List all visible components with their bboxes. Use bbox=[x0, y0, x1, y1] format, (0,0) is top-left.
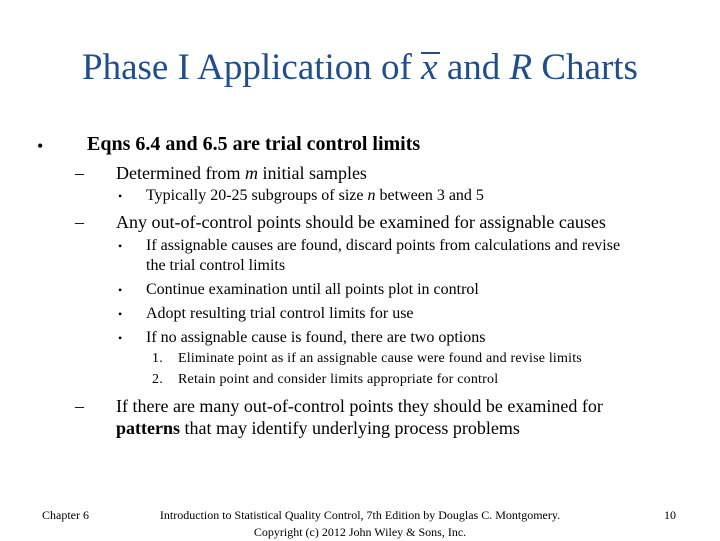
title-prefix: Phase I Application of bbox=[82, 47, 422, 88]
item-typically: Typically 20-25 subgroups of size n between 3 and 5 bbox=[146, 187, 484, 204]
sub-point-patterns-line2: patterns that may identify underlying process problems bbox=[116, 418, 520, 438]
footer-chapter: Chapter 6 bbox=[42, 508, 89, 522]
title-and: and bbox=[437, 47, 510, 88]
slide-title bbox=[0, 46, 720, 90]
item-discard-line1: If assignable causes are found, discard points from calculations and revise bbox=[146, 237, 621, 254]
dash-marker: – bbox=[75, 396, 84, 416]
item-adopt: Adopt resulting trial control limits for use bbox=[146, 305, 414, 322]
bullet-marker: • bbox=[37, 136, 44, 156]
bullet-marker: • bbox=[118, 331, 123, 345]
sub-point-patterns-line1: If there are many out-of-control points they should be examined for bbox=[116, 396, 603, 416]
bullet-marker: • bbox=[118, 283, 123, 297]
footer-citation-line1: Introduction to Statistical Quality Control, 7th Edition by Douglas C. Montgomery. bbox=[159, 508, 561, 522]
bullet-marker: • bbox=[118, 307, 123, 321]
footer-citation-line2: Copyright (c) 2012 John Wiley & Sons, Inc. bbox=[253, 525, 467, 539]
dash-marker: – bbox=[75, 163, 84, 183]
option-number: 1. bbox=[152, 351, 163, 366]
bullet-marker: • bbox=[118, 239, 123, 253]
patterns-keyword: patterns bbox=[116, 418, 180, 438]
item-discard-line2: the trial control limits bbox=[146, 257, 286, 274]
sub-point-examine: Any out-of-control points should be examined for assignable causes bbox=[116, 212, 606, 232]
option-retain: Retain point and consider limits appropriate for control bbox=[178, 372, 499, 387]
bullet-marker: • bbox=[118, 189, 123, 203]
title-suffix: Charts bbox=[532, 47, 638, 88]
item-continue: Continue examination until all points plot in control bbox=[146, 281, 479, 298]
item-no-cause: If no assignable cause is found, there are two options bbox=[146, 329, 486, 346]
title-xbar-symbol: x bbox=[421, 47, 438, 88]
option-number: 2. bbox=[152, 372, 163, 387]
dash-marker: – bbox=[75, 212, 84, 232]
page-number: 10 bbox=[664, 508, 676, 522]
main-point: Eqns 6.4 and 6.5 are trial control limits bbox=[87, 133, 421, 155]
footer-citation bbox=[130, 507, 590, 541]
title-r-symbol: R bbox=[509, 47, 533, 88]
sub-point-determined: Determined from m initial samples bbox=[116, 163, 367, 183]
option-eliminate: Eliminate point as if an assignable cause were found and revise limits bbox=[178, 351, 582, 366]
